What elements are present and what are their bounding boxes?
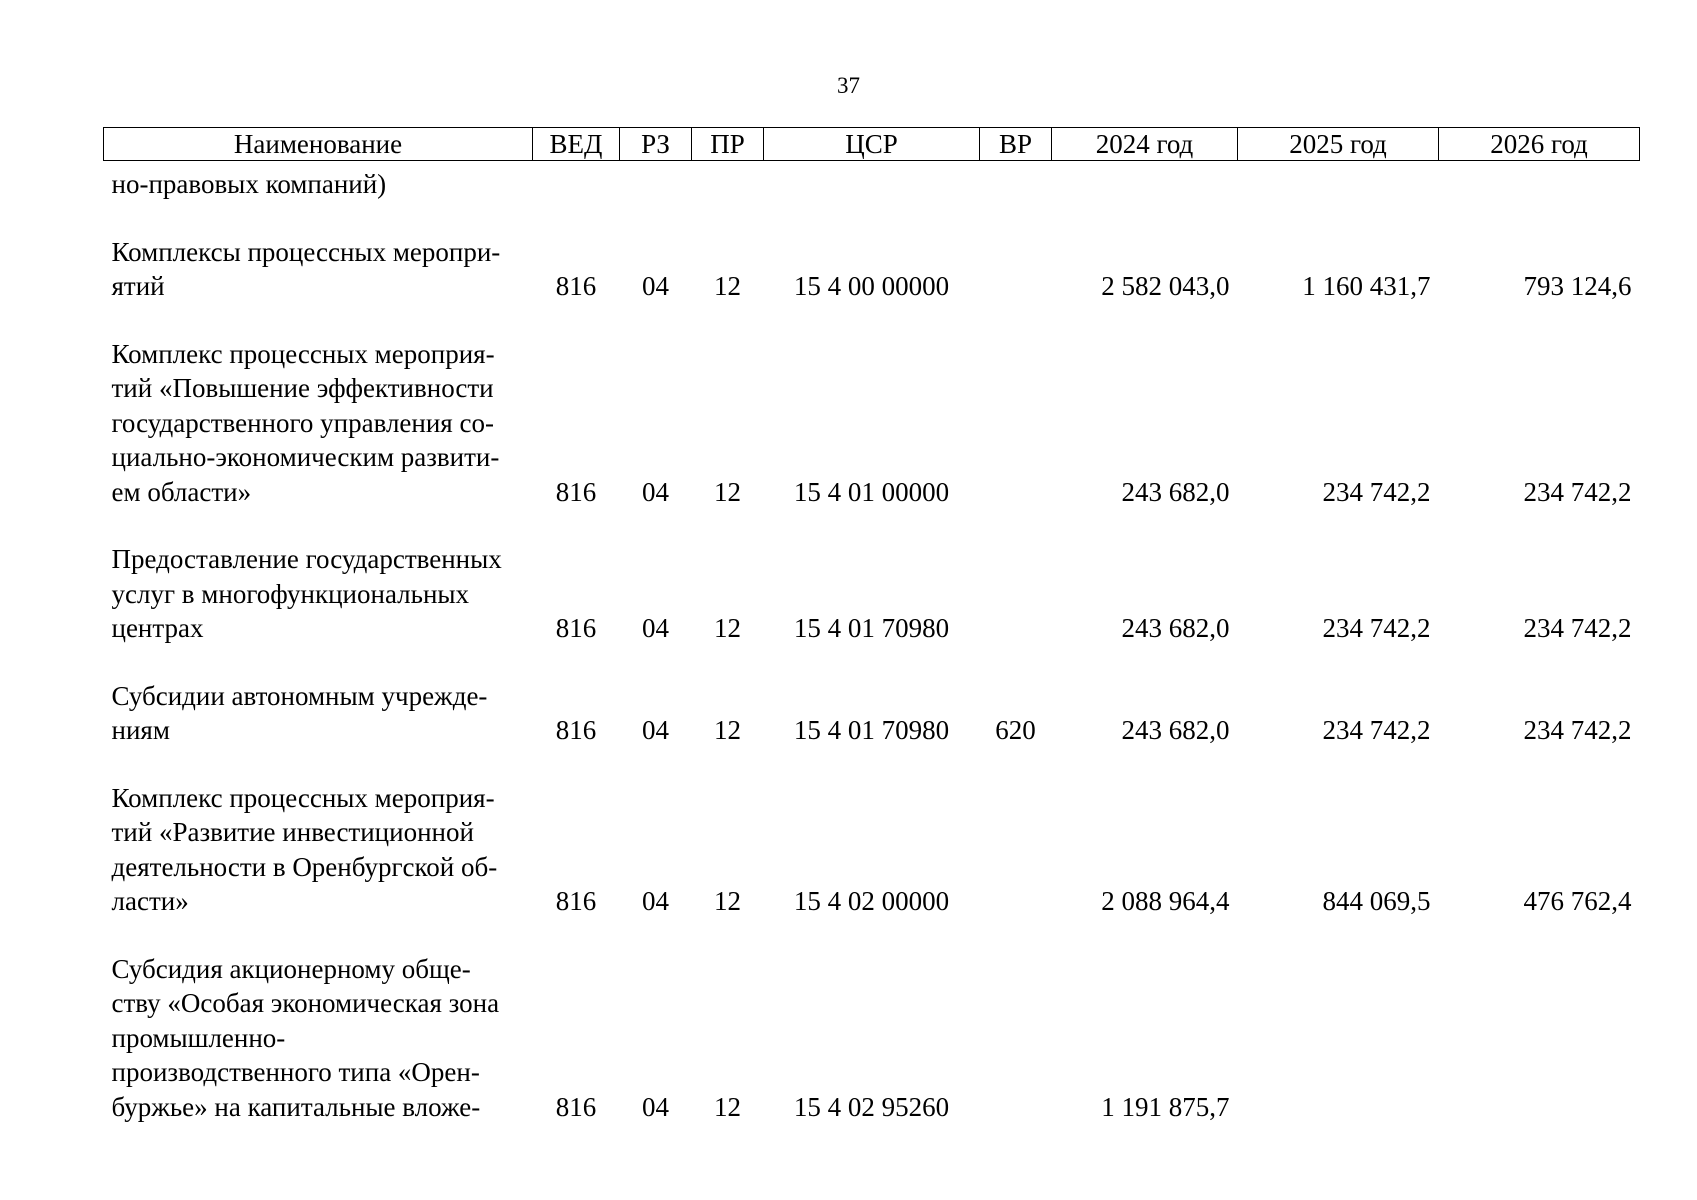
cell-pr — [692, 161, 764, 202]
cell-2024: 243 682,0 — [1121, 476, 1230, 507]
cell-csr — [764, 161, 980, 202]
name-line: государственного управления со- — [111, 407, 494, 438]
cell-2026: 476 762,4 — [1523, 886, 1632, 916]
cell-ved: 816 — [555, 715, 597, 745]
name-line: циально-экономическим развити- — [111, 442, 500, 472]
cell-vr — [980, 919, 1052, 1125]
cell-pr: 12 — [714, 715, 741, 745]
header-name: Наименование — [104, 128, 533, 161]
table-row — [104, 161, 1640, 202]
cell-2024: 2 582 043,0 — [1101, 271, 1230, 301]
table-row — [104, 509, 1640, 646]
name-line: Комплекс процессных мероприя- — [111, 338, 495, 369]
cell-rz: 04 — [642, 613, 669, 643]
cell-pr: 12 — [714, 886, 741, 916]
cell-rz: 04 — [642, 886, 669, 916]
cell-ved: 816 — [555, 613, 597, 643]
cell-2025: 1 160 431,7 — [1302, 271, 1431, 301]
table-row — [104, 646, 1640, 748]
name-line: ству «Особая экономическая зона — [111, 988, 500, 1018]
budget-table — [103, 127, 1640, 1124]
cell-csr: 15 4 01 70980 — [793, 613, 950, 643]
cell-2024 — [1052, 161, 1238, 202]
cell-vr — [980, 161, 1052, 202]
name-line: ниям — [111, 715, 170, 745]
name-line: услуг в многофункциональных — [111, 578, 470, 609]
table-row — [104, 919, 1640, 1125]
cell-pr: 12 — [714, 476, 741, 507]
name-line: Комплексы процессных меропри- — [111, 236, 501, 267]
name-line: производственного типа «Орен- — [111, 1057, 480, 1087]
cell-ved: 816 — [555, 271, 597, 301]
cell-rz — [620, 161, 692, 202]
cell-csr: 15 4 00 00000 — [793, 271, 950, 301]
name-line: Комплекс процессных мероприя- — [111, 782, 495, 813]
cell-name — [104, 304, 533, 510]
header-vr: ВР — [980, 128, 1052, 161]
name-line: тий «Развитие инвестиционной — [111, 817, 474, 847]
table-row — [104, 304, 1640, 510]
cell-vr — [980, 202, 1052, 304]
cell-name — [104, 202, 533, 304]
table-row — [104, 202, 1640, 304]
cell-vr — [980, 304, 1052, 510]
cell-2026: 234 742,2 — [1523, 476, 1632, 507]
cell-csr: 15 4 02 95260 — [793, 1091, 950, 1122]
cell-2025 — [1238, 161, 1439, 202]
cell-vr — [980, 509, 1052, 646]
cell-name — [104, 646, 533, 748]
name-line: промышленно- — [111, 1022, 286, 1053]
table-body — [104, 161, 1640, 1125]
cell-2025: 234 742,2 — [1322, 476, 1431, 507]
name-line: Субсидия акционерному обще- — [111, 953, 471, 984]
header-csr: ЦСР — [764, 128, 980, 161]
name-line: буржье» на капитальные вложе- — [111, 1091, 481, 1122]
cell-ved — [533, 161, 620, 202]
name-line: Субсидии автономным учрежде- — [111, 680, 488, 711]
cell-2024: 243 682,0 — [1121, 715, 1230, 745]
cell-ved: 816 — [555, 886, 597, 916]
cell-pr: 12 — [714, 1091, 741, 1122]
cell-name — [104, 509, 533, 646]
cell-rz: 04 — [642, 476, 669, 507]
page-number: 37 — [837, 73, 860, 98]
cell-pr: 12 — [714, 271, 741, 301]
name-line: ласти» — [111, 886, 189, 916]
cell-2025: 234 742,2 — [1322, 613, 1431, 643]
cell-vr: 620 — [995, 715, 1036, 745]
cell-rz: 04 — [642, 271, 669, 301]
cell-2024: 1 191 875,7 — [1101, 1091, 1230, 1122]
cell-ved: 816 — [555, 476, 597, 507]
cell-2026: 234 742,2 — [1523, 613, 1632, 643]
name-line: ем области» — [111, 476, 252, 507]
cell-csr: 15 4 01 00000 — [793, 476, 950, 507]
name-line: деятельности в Оренбургской об- — [111, 851, 498, 882]
cell-rz: 04 — [642, 715, 669, 745]
cell-2025: 234 742,2 — [1322, 715, 1431, 745]
cell-2026 — [1439, 161, 1640, 202]
cell-pr: 12 — [714, 613, 741, 643]
cell-2026: 793 124,6 — [1523, 271, 1632, 301]
name-line: ятий — [111, 271, 165, 301]
cell-2024: 243 682,0 — [1121, 613, 1230, 643]
header-pr: ПР — [692, 128, 764, 161]
header-2024: 2024 год — [1052, 128, 1238, 161]
table-row — [104, 748, 1640, 919]
name-line: центрах — [111, 613, 204, 643]
cell-csr: 15 4 02 00000 — [793, 886, 950, 916]
table-header — [104, 128, 1640, 161]
cell-name — [104, 161, 533, 202]
cell-vr — [980, 748, 1052, 919]
cell-2024: 2 088 964,4 — [1101, 886, 1230, 916]
cell-rz: 04 — [642, 1091, 669, 1122]
name-line: тий «Повышение эффективности — [111, 373, 494, 403]
cell-2026: 234 742,2 — [1523, 715, 1632, 745]
cell-2026 — [1439, 919, 1640, 1125]
cell-name — [104, 919, 533, 1125]
cell-ved: 816 — [555, 1091, 597, 1122]
cell-name — [104, 748, 533, 919]
header-2026: 2026 год — [1439, 128, 1640, 161]
header-rz: РЗ — [620, 128, 692, 161]
cell-2025: 844 069,5 — [1322, 886, 1431, 916]
cell-2025 — [1238, 919, 1439, 1125]
name-line: Предоставление государственных — [111, 544, 502, 574]
header-ved: ВЕД — [533, 128, 620, 161]
name-line: но-правовых компаний) — [111, 169, 387, 199]
cell-csr: 15 4 01 70980 — [793, 715, 950, 745]
header-2025: 2025 год — [1238, 128, 1439, 161]
